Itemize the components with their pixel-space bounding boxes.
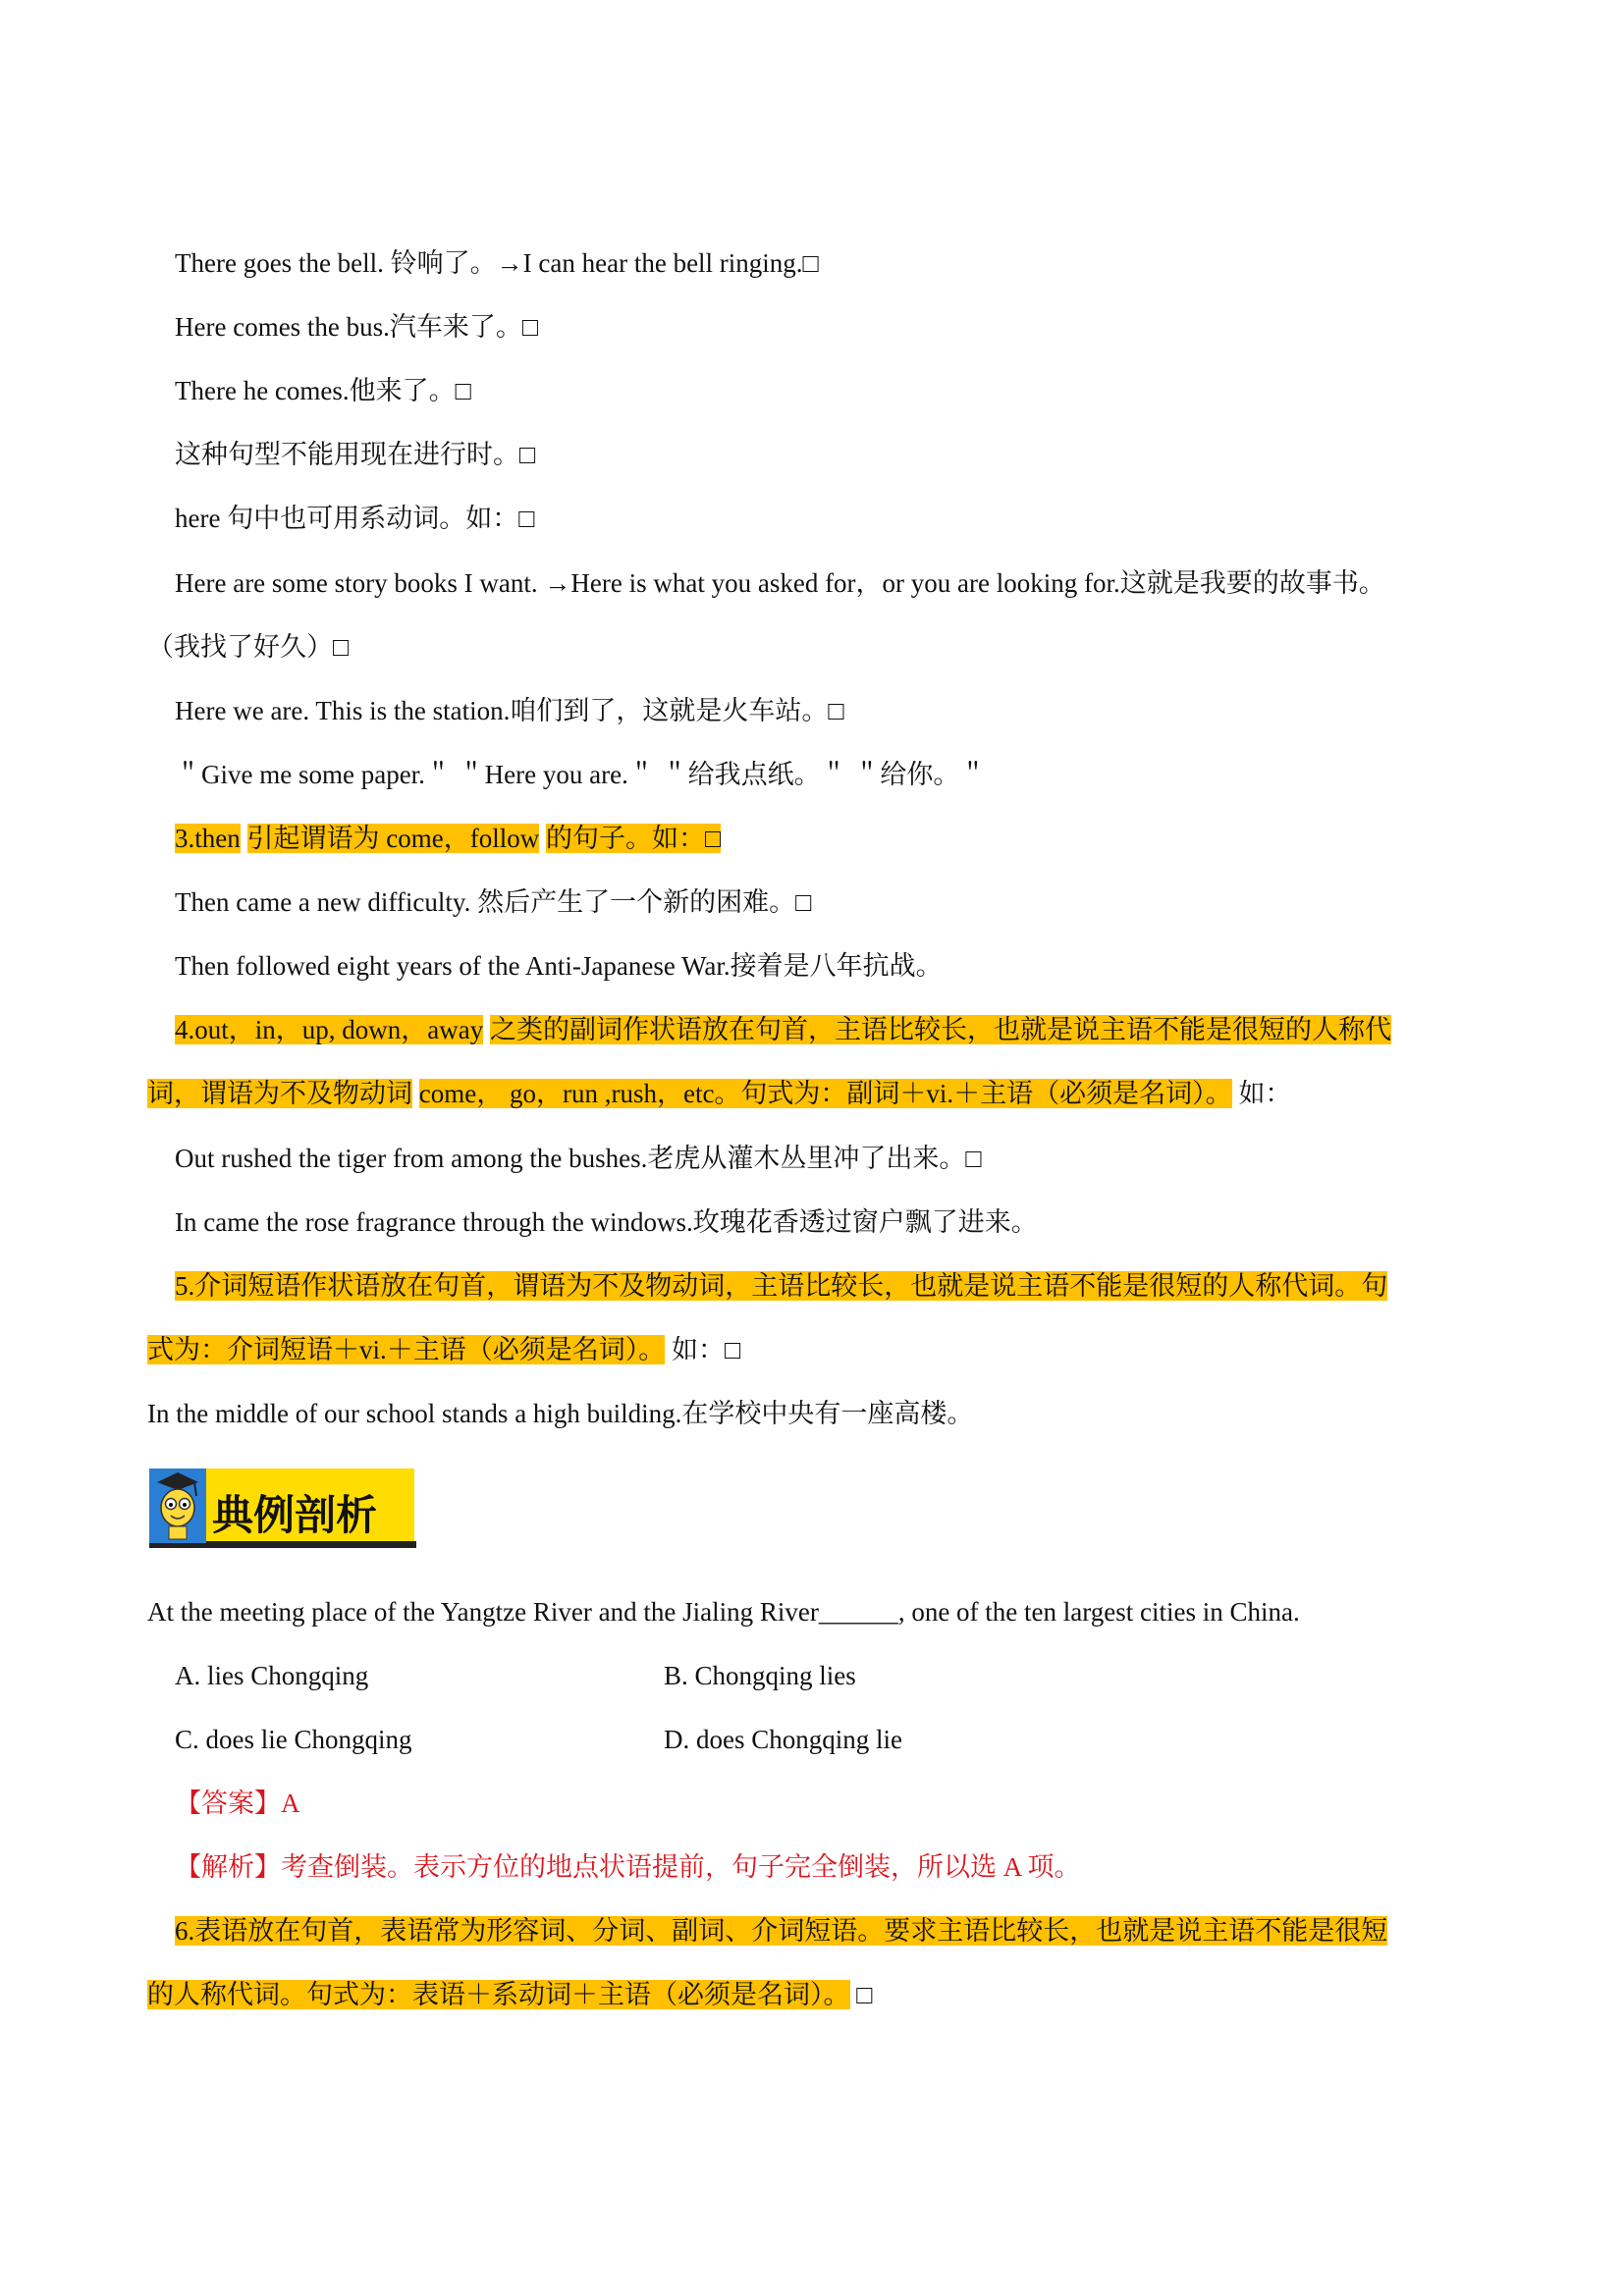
example-line: In came the rose fragrance through the windows.玫瑰花香透过窗户飘了进来。 [175,1207,1038,1237]
rule-5-part: 式为：介词短语＋vi.＋主语（必须是名词）。 [147,1335,666,1364]
example-line: There goes the bell. 铃响了。→I can hear the bell ringing.□ [175,248,819,278]
option-d: D. does Chongqing lie [664,1725,902,1754]
rule-3-part: 引起谓语为 come，follow [246,824,540,853]
example-line: In the middle of our school stands a high building.在学校中央有一座高楼。 [147,1399,974,1428]
answer-line: 【答案】A [175,1789,300,1818]
rule-4-line-1 [175,1010,1391,1049]
question-stem: At the meeting place of the Yangtze River and the Jialing River______, one of the ten largest cities in China. [147,1597,1300,1627]
rule-5-part: 如：□ [672,1335,741,1364]
example-line: Here comes the bus.汽车来了。□ [175,312,539,342]
rule-4-part: 如： [1238,1079,1292,1108]
rule-4-line-2 [147,1074,1291,1113]
example-analysis-banner [147,1465,418,1551]
rule-4-part: 词，谓语为不及物动词 [147,1079,412,1108]
rule-6-part: □ [856,1980,873,2009]
option-a: A. lies Chongqing [175,1661,369,1690]
rule-4-part: come， go，run ,rush，etc。句式为：副词＋vi.＋主语（必须是名词）。 [418,1079,1232,1108]
rule-6-line-1 [175,1911,1387,1950]
example-line: Here are some story books I want. →Here is what you asked for，or you are looking for.这就是我要的故事书。 [175,568,1385,598]
option-c: C. does lie Chongqing [175,1725,412,1754]
note-line: 这种句型不能用现在进行时。□ [175,440,536,469]
rule-5-line-2 [147,1330,740,1369]
rule-6-part: 的人称代词。句式为：表语＋系动词＋主语（必须是名词）。 [147,1980,850,2009]
option-b: B. Chongqing lies [664,1661,856,1690]
rule-3-part: 3.then [175,824,241,853]
note-line: here 句中也可用系动词。如：□ [175,504,535,533]
banner-title: 典例剖析 [212,1491,378,1539]
rule-3 [175,819,721,858]
example-line: Then came a new difficulty. 然后产生了一个新的困难。□ [175,887,812,917]
analysis-line: 【解析】考查倒装。表示方位的地点状语提前，句子完全倒装，所以选 A 项。 [175,1852,1081,1882]
rule-5-part: 5.介词短语作状语放在句首，谓语为不及物动词，主语比较长，也就是说主语不能是很短的人称代词。句 [175,1271,1388,1301]
rule-6-part: 6.表语放在句首，表语常为形容词、分词、副词、介词短语。要求主语比较长，也就是说主语不能是很短 [175,1916,1388,1946]
example-line: Out rushed the tiger from among the bushes.老虎从灌木丛里冲了出来。□ [175,1144,982,1173]
rule-4-part: 4.out，in，up, down，away [175,1015,484,1044]
rule-6-line-2 [147,1975,873,2014]
rule-4-part: 之类的副词作状语放在句首，主语比较长，也就是说主语不能是很短的人称代 [489,1015,1391,1044]
rule-3-part: 的句子。如：□ [545,824,722,853]
example-line: There he comes.他来了。□ [175,376,471,405]
rule-5-line-1 [175,1266,1387,1306]
example-line: ＂Give me some paper.＂ ＂Here you are.＂ ＂给我点纸。＂ ＂给你。＂ [175,760,987,789]
example-line: Then followed eight years of the Anti-Japanese War.接着是八年抗战。 [175,951,943,981]
example-line: （我找了好久）□ [147,632,350,662]
example-line: Here we are. This is the station.咱们到了，这就是火车站。□ [175,696,844,725]
